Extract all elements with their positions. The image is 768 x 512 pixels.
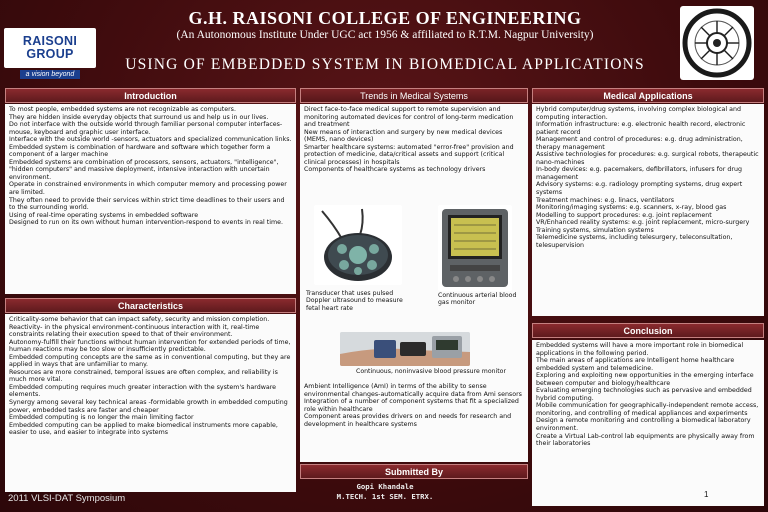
intro-line: They are hidden inside everyday objects that surround us and help us in our lives. xyxy=(9,113,269,121)
app-line: Monitoring/imaging systems: e.g. scanners, x-ray, blood gas xyxy=(536,204,727,212)
app-line: In-body devices: e.g. pacemakers, defibrillators, infusers for drug management xyxy=(536,166,742,181)
concl-line: The main areas of applications are Intelligent home healthcare embedded system and telemedicine. xyxy=(536,357,735,372)
college-seal-icon xyxy=(680,6,754,80)
author-name: Gopi Khandale xyxy=(356,482,414,491)
app-line: Management and control of procedures: e.g. drug administration, therapy management xyxy=(536,136,743,151)
char-line: Criticality-some behavior that can impact safety, security and mission completion. xyxy=(9,316,270,323)
trend-line: Smarter healthcare systems: automated "error-free" provision and protection of medicine, data/critical assets and support (critical clinical processes) in hospitals xyxy=(304,143,514,166)
transducer-caption: Transducer that uses pulsed Doppler ultrasound to measure fetal heart rate xyxy=(306,290,403,312)
concl-line: Create a Virtual Lab-control lab equipments are physically away from their laboratories xyxy=(536,432,755,448)
char-line: Embedded computing is no longer the main limiting factor xyxy=(9,414,194,422)
app-line: Hybrid computer/drug systems, involving complex biological and computing interaction. xyxy=(536,106,741,121)
trends-heading: Trends in Medical Systems xyxy=(300,88,528,103)
app-line: Telemedicine systems, including telesurgery, teleconsultation, telesupervision xyxy=(536,234,733,249)
app-line: Training systems, simulation systems xyxy=(536,226,654,234)
intro-line: Interface with the outside world -sensors, actuators and specialized communication links. xyxy=(9,136,292,144)
char-line: Resources are more constrained, temporal issues are often complex, and reliability is much more vital. xyxy=(9,368,278,384)
doppler-transducer-image xyxy=(314,205,402,285)
submitted-by-heading: Submitted By xyxy=(300,464,528,479)
char-line: Embedded computing can be applied to make biomedical instruments more capable, easier to use, and easier to integrate into systems xyxy=(9,421,278,437)
characteristics-text xyxy=(5,314,296,492)
page-number: 1 xyxy=(704,490,709,499)
bp-caption: Continuous, noninvasive blood pressure monitor xyxy=(356,368,506,375)
intro-line: Embedded system is combination of hardware and software which together form a component of a larger machine xyxy=(9,143,271,159)
trends-bottom-text xyxy=(300,382,528,462)
intro-line: Operate in constrained environments in which computer memory and processing power are limited. xyxy=(9,181,287,197)
concl-line: Evaluating emerging technologies such as pervasive and embedded hybrid computing. xyxy=(536,387,752,402)
app-line: Advisory systems: e.g. radiology prompting systems, drug expert systems xyxy=(536,181,743,197)
poster-title: USING OF EMBEDDED SYSTEM IN BIOMEDICAL APPLICATIONS xyxy=(125,56,645,73)
intro-line: Using of real-time operating systems in embedded software xyxy=(9,211,199,219)
conclusion-heading: Conclusion xyxy=(532,323,764,338)
college-name: G.H. RAISONI COLLEGE OF ENGINEERING xyxy=(188,8,582,28)
intro-line: Embedded systems are combination of processors, sensors, actuators, "intelligence", "hidden computers" and massive deployment, intensive interaction with uncertain environment. xyxy=(9,158,279,181)
concl-line: Exploring and exploiting new opportunities in the emerging interface between computer and biology/healthcare xyxy=(536,372,754,387)
char-line: Synergy among several key technical areas -formidable growth in embedded computing power, embedded tasks are faster and cheaper xyxy=(9,399,288,414)
monitor-caption: Continuous arterial blood gas monitor xyxy=(438,292,517,307)
author-block xyxy=(290,482,480,502)
introduction-text xyxy=(5,104,296,294)
blood-gas-monitor-image xyxy=(438,205,512,291)
app-line: Assistive technologies for procedures: e.g. surgical robots, therapeutic nano-machines xyxy=(536,151,759,166)
applications-text xyxy=(532,104,764,316)
char-line: Autonomy-fulfill their functions without human intervention for extended periods of time, human reactions may be too slow or insufficiently predictable. xyxy=(9,338,291,354)
logo-tagline: a vision beyond xyxy=(20,70,81,79)
college-affiliation: (An Autonomous Institute Under UGC act 1956 & affiliated to R.T.M. Nagpur University) xyxy=(176,29,594,41)
introduction-heading: Introduction xyxy=(5,88,296,103)
intro-line: Do not interface with the outside world through familiar personal computer interfaces-mouse, keyboard and graphic user interface. xyxy=(9,121,283,136)
concl-line: Mobile communication for geographically-independent remote access, monitoring, and controlling of medical appliances and experiments xyxy=(536,402,759,417)
symposium-label: 2011 VLSI-DAT Symposium xyxy=(8,493,126,504)
logo-name: RAISONI GROUP xyxy=(22,34,78,61)
trend-line: Ambient Intelligence (AmI) in terms of the ability to sense environmental changes-automatically acquire data from Ami sensors xyxy=(304,383,522,398)
intro-line: To most people, embedded systems are not recognizable as computers. xyxy=(9,106,236,113)
trend-line: Integration of a number of component systems that fit a specialized role within healthcare xyxy=(304,398,519,413)
intro-line: They often need to provide their services within strict time deadlines to their users and to the surrounding world. xyxy=(9,196,285,212)
app-line: Information infrastructure: e.g. electronic health record, electronic patient record xyxy=(536,121,746,136)
conclusion-text xyxy=(532,340,764,506)
concl-line: Design a remote monitoring and controlling a biomedical laboratory environment. xyxy=(536,417,751,433)
concl-line: Embedded systems will have a more important role in biomedical applications in the following period. xyxy=(536,342,744,357)
characteristics-heading: Characteristics xyxy=(5,298,296,313)
char-line: Embedded computing concepts are the same as in conventional computing, but they are applied in ways that are unfamiliar to many. xyxy=(9,353,291,369)
blood-pressure-monitor-image xyxy=(340,332,470,366)
author-class: M.TECH. 1st SEM. ETRX. xyxy=(336,492,434,501)
app-line: VR/Enhanced reality systems: e.g. joint replacement, micro-surgery xyxy=(536,219,750,227)
trend-line: New means of interaction and surgery by new medical devices (MEMS, nano devices) xyxy=(304,128,503,144)
char-line: Reactivity- in the physical environment-continuous interaction with it, real-time constraints relating their execution speed to that of their environment. xyxy=(9,323,260,339)
intro-line: Designed to run on its own without human intervention-respond to events in real time. xyxy=(9,219,283,227)
trend-line: Component areas provides drivers on and needs for research and development in healthcare systems xyxy=(304,413,512,428)
char-line: Embedded computing requires much greater interaction with the system's hardware elements. xyxy=(9,383,277,399)
trend-line: Components of healthcare systems as technology drivers xyxy=(304,166,486,174)
raisoni-group-logo xyxy=(4,28,96,78)
app-line: Modelling to support procedures: e.g. joint replacement xyxy=(536,211,712,219)
trend-line: Direct face-to-face medical support to remote supervision and monitoring automated devices for control of long-term medication and treatment xyxy=(304,106,514,129)
app-line: Treatment machines: e.g. linacs, ventilators xyxy=(536,196,675,204)
applications-heading: Medical Applications xyxy=(532,88,764,103)
